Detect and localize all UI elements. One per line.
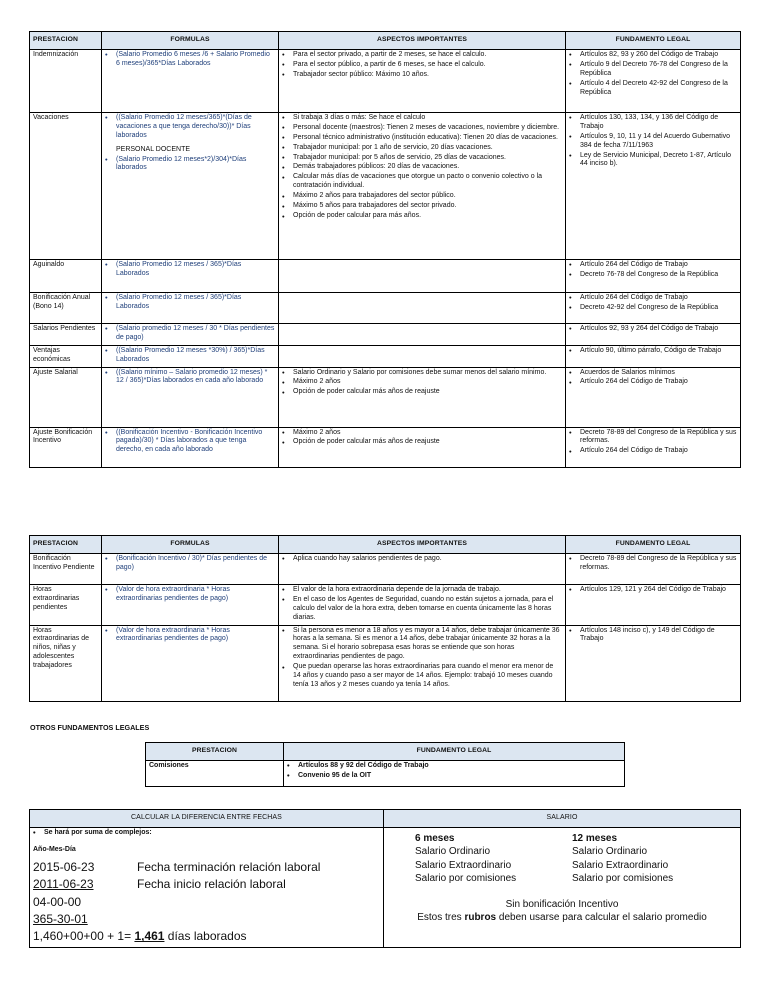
legal-item: • Decreto 78-89 del Congreso de la República y sus reformas. [569, 429, 737, 447]
date-end-label: Fecha terminación relación laboral [137, 859, 321, 874]
date-start: 2011-06-23 [33, 877, 94, 892]
aspect-item: • Para el sector público, a partir de 6 meses, se hace el calculo. [282, 61, 562, 70]
legal-cell [566, 553, 741, 584]
date-end: 2015-06-23 [33, 859, 95, 874]
legal-item: • Artículo 264 del Código de Trabajo [569, 378, 737, 387]
aspect-item: • Si la persona es menor a 18 años y es mayor a 14 años, debe trabajar únicamente 36 horas a la semana. Si es menor a 14 años, debe trabajar únicamente 32 horas a la semana. Si el horario sobrepasa esas horas se entiende que son horas extraordinarias pendientes de pago. [282, 627, 562, 663]
table-row [30, 625, 741, 701]
table-row [30, 584, 741, 625]
aspect-item: • Que puedan operarse las horas extraordinarias para cuando el menor era menor de 14 años y cuando paso a ser mayor de 14 años. Ejemplo: trabajó 10 meses cuando tenía 13 años y 2 meses cuando ya tenía 14 años. [282, 663, 562, 690]
header-formulas: FORMULAS [102, 32, 279, 50]
salario-note-2 [387, 911, 737, 925]
formula-label: PERSONAL DOCENTE [116, 145, 191, 153]
otros-heading: OTROS FUNDAMENTOS LEGALES [30, 723, 150, 732]
aspect-item: • Salario Ordinario y Salario por comisiones debe sumar menos del salario mínimo. [282, 369, 562, 378]
aspect-item: • Personal técnico administrativo (institución educativa): Tienen 20 días de vacaciones. [282, 134, 562, 143]
aspects-cell [279, 427, 566, 467]
aspect-item: • Máximo 2 años [282, 429, 562, 438]
aspect-item: • Máximo 2 años para trabajadores del sector público. [282, 192, 562, 201]
calc-line-end [33, 859, 380, 876]
salario-item: Salario Extraordinario [572, 859, 669, 871]
salario-cell [384, 827, 741, 947]
result-value: 1,461 [134, 929, 165, 944]
header-prestacion: PRESTACION [146, 743, 284, 761]
aspect-item: • Opción de poder calcular más años de reajuste [282, 438, 562, 447]
formula-item: • ((Salario Promedio 12 meses/365)*(Días de vacaciones a que tenga derecho/30))* Días laborados [105, 114, 275, 141]
header-aspectos: ASPECTOS IMPORTANTES [279, 32, 566, 50]
result-suffix: días laborados [164, 929, 247, 944]
calc-salario-table [29, 809, 741, 948]
table-row [30, 323, 741, 345]
salario-col-12 [572, 832, 729, 886]
legal-item: • Decreto 42-92 del Congreso de la República [569, 304, 737, 313]
formula-cell [102, 367, 279, 427]
legal-item: • Convenio 95 de la OIT [287, 772, 621, 781]
formula-item: • (Salario Promedio 12 meses / 365)*Días Laborados [105, 294, 275, 312]
aspects-cell [279, 292, 566, 323]
row-name: Salarios Pendientes [30, 323, 102, 345]
legal-item: • Acuerdos de Salarios mínimos [569, 369, 737, 378]
formula-cell [102, 259, 279, 292]
aspect-item: • Calcular más días de vacaciones que otorgue un pacto o convenio colectivo o la contratación individual. [282, 173, 562, 191]
legal-item: • Decreto 76-78 del Congreso de la República [569, 271, 737, 280]
date-start-label: Fecha inicio relación laboral [137, 877, 286, 892]
aspect-item: • Personal docente (maestros): Tienen 2 meses de vacaciones, noviembre y diciembre. [282, 124, 562, 133]
formula-cell [102, 625, 279, 701]
col-title: 6 meses [415, 832, 455, 844]
legal-cell [566, 427, 741, 467]
table-header-row [30, 536, 741, 554]
table-row [30, 49, 741, 112]
row-name: Bonificación Anual (Bono 14) [30, 292, 102, 323]
aspects-cell [279, 49, 566, 112]
legal-cell [566, 584, 741, 625]
legal-item: • Artículos 88 y 92 del Código de Trabajo [287, 762, 621, 771]
legal-cell [566, 112, 741, 259]
calc-line-3: 04-00-00 [33, 894, 82, 909]
salario-note-1: Sin bonificación Incentivo [505, 898, 619, 910]
aspects-cell [279, 584, 566, 625]
note-post: deben usarse para calcular el salario promedio [496, 912, 707, 924]
calc-note: • Se hará por suma de complejos: [33, 829, 380, 838]
table-row [30, 427, 741, 467]
aspect-item: • Trabajador municipal: por 5 años de servicio, 25 días de vacaciones. [282, 154, 562, 163]
aspect-item: • Demás trabajadores públicos: 20 días de vacaciones. [282, 163, 562, 172]
table-header-row [30, 32, 741, 50]
otros-table [145, 742, 625, 787]
legal-item: • Ley de Servicio Municipal, Decreto 1-87, Artículo 44 inciso b). [569, 152, 737, 170]
legal-item: • Artículo 264 del Código de Trabajo [569, 447, 737, 456]
table-row [30, 112, 741, 259]
calc-line-4: 365-30-01 [33, 912, 88, 927]
row-name: Vacaciones [30, 112, 102, 259]
table-row [30, 367, 741, 427]
legal-item: • Artículos 148 inciso c), y 149 del Código de Trabajo [569, 627, 737, 645]
aspect-item: • Para el sector privado, a partir de 2 meses, se hace el calculo. [282, 51, 562, 60]
row-name: Comisiones [146, 760, 284, 786]
legal-cell [566, 49, 741, 112]
legal-item: • Decreto 78-89 del Congreso de la República y sus reformas. [569, 555, 737, 573]
legal-item: • Artículos 9, 10, 11 y 14 del Acuerdo Gubernativo 384 de fecha 7/11/1963 [569, 133, 737, 151]
formula-item: • ((Bonificación Incentivo - Bonificación Incentivo pagada)/30) * Días laborados a que tenga derecho, en cada año laborado [105, 429, 275, 456]
header-fundamento: FUNDAMENTO LEGAL [284, 743, 625, 761]
legal-item: • Artículos 129, 121 y 264 del Código de Trabajo [569, 586, 737, 595]
aspect-item: • Trabajador municipal: por 1 año de servicio, 20 días vacaciones. [282, 144, 562, 153]
formula-cell [102, 427, 279, 467]
formula-cell [102, 292, 279, 323]
row-name: Horas extraordinarias de niños, niñas y adolescentes trabajadores [30, 625, 102, 701]
salario-item: Salario Ordinario [415, 846, 491, 858]
aspect-item: • En el caso de los Agentes de Seguridad, cuando no están sujetos a jornada, para el calculo del valor de la hora extra, deben tomarse en cuenta únicamente las 8 horas diarias. [282, 596, 562, 623]
legal-cell [566, 259, 741, 292]
legal-item: • Artículo 264 del Código de Trabajo [569, 261, 737, 270]
formula-item: • ((Salario mínimo – Salario promedio 12 meses) * 12 / 365)*Días laborados en cada año laborado [105, 369, 275, 387]
calc-title: CALCULAR LA DIFERENCIA ENTRE FECHAS [30, 810, 384, 828]
table-header-row [146, 743, 625, 761]
header-aspectos: ASPECTOS IMPORTANTES [279, 536, 566, 554]
aspect-item: • Máximo 5 años para trabajadores del sector privado. [282, 202, 562, 211]
legal-cell [566, 625, 741, 701]
legal-item: • Artículo 90, último párrafo, Código de Trabajo [569, 347, 737, 356]
formula-item: • (Bonificación Incentivo / 30)* Días pendientes de pago) [105, 555, 275, 573]
salario-col-6 [415, 832, 572, 886]
row-name: Horas extraordinarias pendientes [30, 584, 102, 625]
aspects-cell [279, 367, 566, 427]
formula-item: • (Valor de hora extraordinaria * Horas extraordinarias pendientes de pago) [105, 586, 275, 604]
formula-item: • (Salario Promedio 6 meses /6 + Salario Promedio 6 meses)/365*Días Laborados [105, 51, 275, 69]
formula-cell [102, 49, 279, 112]
row-name: Ventajas económicas [30, 345, 102, 367]
aspect-item: • Máximo 2 años [282, 378, 562, 387]
header-fundamento: FUNDAMENTO LEGAL [566, 32, 741, 50]
formula-cell [102, 553, 279, 584]
legal-item: • Artículo 4 del Decreto 42-92 del Congreso de la República [569, 80, 737, 98]
aspect-item: • Si trabaja 3 días o más: Se hace el calculo [282, 114, 562, 123]
legal-cell [566, 323, 741, 345]
header-fundamento: FUNDAMENTO LEGAL [566, 536, 741, 554]
row-name: Ajuste Salarial [30, 367, 102, 427]
formula-cell [102, 584, 279, 625]
formula-item: • (Salario Promedio 12 meses / 365)*Días Laborados [105, 261, 275, 279]
table-row [30, 827, 741, 947]
formula-item: • (Salario Promedio 12 meses*2)/304)*Días laborados [105, 156, 275, 174]
row-name: Indemnización [30, 49, 102, 112]
prestaciones-table-1 [29, 31, 741, 468]
calc-format: Año-Mes-Día [33, 845, 76, 853]
legal-cell [566, 367, 741, 427]
aspect-item: • Aplica cuando hay salarios pendientes de pago. [282, 555, 562, 564]
formula-item: • (Salario promedio 12 meses / 30 * Días pendientes de pago) [105, 325, 275, 343]
legal-item: • Artículos 82, 93 y 260 del Código de Trabajo [569, 51, 737, 60]
aspect-item: • El valor de la hora extraordinaria depende de la jornada de trabajo. [282, 586, 562, 595]
aspects-cell [279, 553, 566, 584]
formula-item: • (Valor de hora extraordinaria * Horas extraordinarias pendientes de pago) [105, 627, 275, 645]
legal-item: • Artículos 92, 93 y 264 del Código de Trabajo [569, 325, 737, 334]
formula-item: • ((Salario Promedio 12 meses *30%) / 365)*Días Laborados [105, 347, 275, 365]
table-row [30, 259, 741, 292]
formula-cell [102, 112, 279, 259]
salario-item: Salario por comisiones [415, 873, 517, 885]
salario-title: SALARIO [384, 810, 741, 828]
legal-item: • Artículo 9 del Decreto 76-78 del Congreso de la República [569, 61, 737, 79]
row-name: Aguinaldo [30, 259, 102, 292]
table-row [146, 760, 625, 786]
note-bold: rubros [464, 912, 497, 924]
calc-cell [30, 827, 384, 947]
salario-item: Salario por comisiones [572, 873, 674, 885]
header-prestacion: PRESTACION [30, 536, 102, 554]
result-prefix: 1,460+00+00 + 1= [33, 929, 135, 944]
aspects-cell [279, 259, 566, 292]
calc-line-start [33, 876, 380, 893]
aspect-item: • Opción de poder calcular más años de reajuste [282, 388, 562, 397]
aspect-item: • Trabajador sector público: Máximo 10 años. [282, 71, 562, 80]
legal-cell [284, 760, 625, 786]
salario-item: Salario Extraordinario [415, 859, 512, 871]
table-row [30, 345, 741, 367]
header-prestacion: PRESTACION [30, 32, 102, 50]
calc-result [33, 928, 380, 945]
legal-item: • Artículos 130, 133, 134, y 136 del Código de Trabajo [569, 114, 737, 132]
row-name: Ajuste Bonificación Incentivo [30, 427, 102, 467]
prestaciones-table-2 [29, 535, 741, 702]
legal-cell [566, 345, 741, 367]
note-pre: Estos tres [417, 912, 465, 924]
formula-cell [102, 323, 279, 345]
legal-cell [566, 292, 741, 323]
table-row [30, 553, 741, 584]
col-title: 12 meses [572, 832, 618, 844]
salario-item: Salario Ordinario [572, 846, 648, 858]
formula-cell [102, 345, 279, 367]
header-formulas: FORMULAS [102, 536, 279, 554]
aspects-cell [279, 112, 566, 259]
aspect-item: • Opción de poder calcular para más años. [282, 212, 562, 221]
table-row [30, 292, 741, 323]
aspects-cell [279, 625, 566, 701]
table-header-row [30, 810, 741, 828]
legal-item: • Artículo 264 del Código de Trabajo [569, 294, 737, 303]
aspects-cell [279, 345, 566, 367]
row-name: Bonificación Incentivo Pendiente [30, 553, 102, 584]
aspects-cell [279, 323, 566, 345]
